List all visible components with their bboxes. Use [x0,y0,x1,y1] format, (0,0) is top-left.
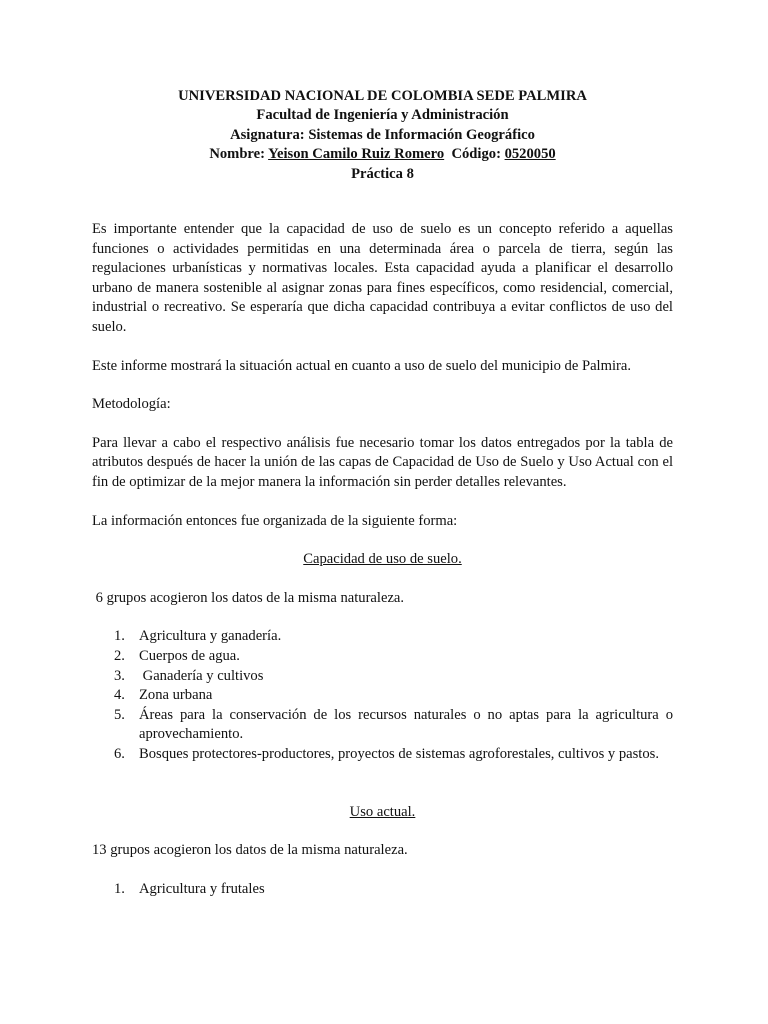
section-current-use-heading: Uso actual. [349,803,416,820]
capacity-list [92,627,673,764]
subject-line: Asignatura: Sistemas de Información Geográfico [230,126,535,143]
organized-paragraph: La información entonces fue organizada de la siguiente forma: [92,512,458,529]
faculty-line: Facultad de Ingeniería y Administración [256,107,509,124]
report-paragraph: Este informe mostrará la situación actual en cuanto a uso de suelo del municipio de Palmira. [92,357,631,374]
list-item: 6. Bosques protectores-productores, proyectos de sistemas agroforestales, cultivos y pastos. [114,745,659,762]
section-capacity-intro: 6 grupos acogieron los datos de la misma naturaleza. [92,589,405,606]
section-current-use-intro: 13 grupos acogieron los datos de la misma naturaleza. [92,842,408,859]
methodology-paragraph: Para llevar a cabo el respectivo análisis fue necesario tomar los datos entregados por la tabla de atributos después de hacer la unión de las capas de Capacidad de Uso de Suelo y Uso Actual con el fin de optimizar de la mejor manera la información sin perder detalles relevantes. [92,434,673,490]
university-title: UNIVERSIDAD NACIONAL DE COLOMBIA SEDE PALMIRA [178,88,587,104]
current-use-list [92,880,673,900]
name-label: Nombre: [209,146,269,163]
document-header [92,87,673,184]
student-code: 0520050 [504,146,556,163]
section-capacity-heading: Capacidad de uso de suelo. [303,551,462,568]
list-item: 4. Zona urbana [114,687,213,704]
list-item: 2. Cuerpos de agua. [114,647,240,664]
practice-title: Práctica 8 [351,165,414,182]
list-item: 1. Agricultura y ganadería. [114,628,282,645]
list-item: 3. Ganadería y cultivos [114,667,264,684]
methodology-heading: Metodología: [92,396,171,413]
intro-paragraph: Es importante entender que la capacidad de uso de suelo es un concepto referido a aquellas funciones o actividades permitidas en una determinada área o parcela de tierra, según las regulaciones urbanísticas y normativas locales. Esta capacidad ayuda a planificar el desarrollo urbano de manera sostenible al asignar zonas para fines específicos, como residencial, comercial, industrial o recreativo. Se esperaría que dicha capacidad contribuya a evitar conflictos de uso del suelo. [92,221,673,335]
document-page [92,87,673,899]
code-label: Código: [451,146,505,163]
student-name: Yeison Camilo Ruiz Romero [268,146,445,163]
list-item: 5. Áreas para la conservación de los recursos naturales o no aptas para la agricultura o aprovechamiento. [114,706,673,743]
list-item: 1. Agricultura y frutales [114,880,265,897]
student-line [92,145,673,164]
